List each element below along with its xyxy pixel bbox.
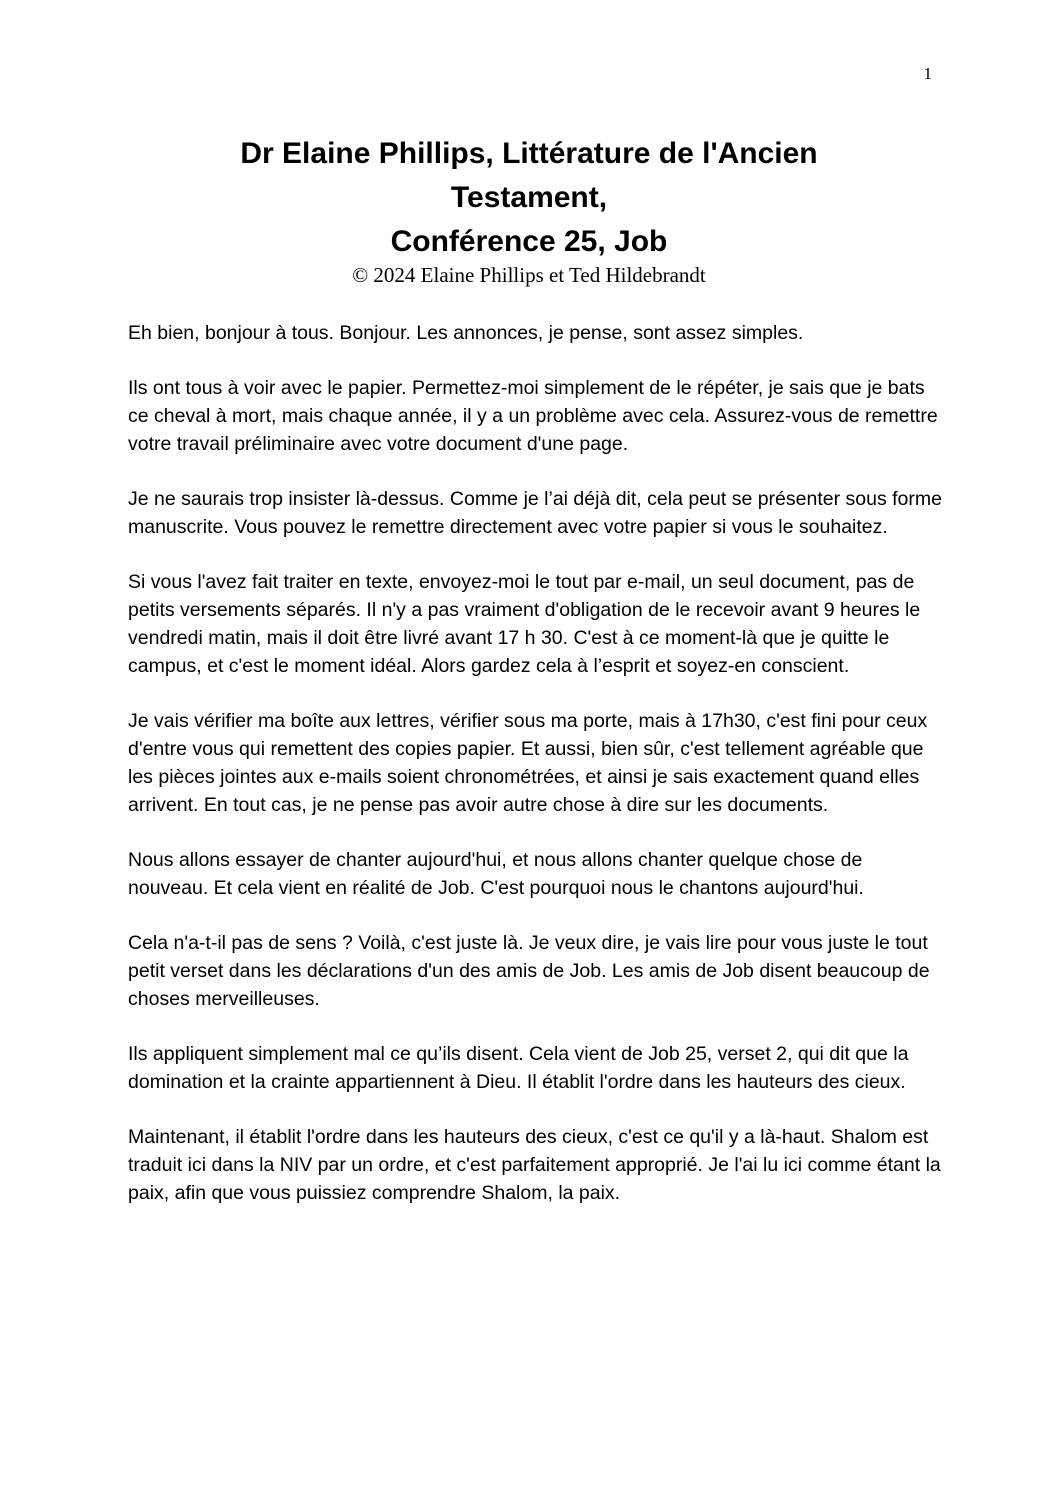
document-body [128, 319, 943, 1234]
title-line-2: Testament, [450, 181, 608, 214]
paragraph-1: Eh bien, bonjour à tous. Bonjour. Les annonces, je pense, sont assez simples. [128, 322, 804, 344]
title-line-3: Conférence 25, Job [390, 225, 668, 258]
title-line-1: Dr Elaine Phillips, Littérature de l'Ancien [240, 137, 818, 170]
copyright-notice: © 2024 Elaine Phillips et Ted Hildebrandt [352, 263, 706, 287]
paragraph-7: Cela n'a-t-il pas de sens ? Voilà, c'est juste là. Je veux dire, je vais lire pour vous juste le tout petit verset dans les déclarations d'un des amis de Job. Les amis de Job disent beaucoup de choses merveilleuses. [128, 932, 930, 1010]
paragraph-4: Si vous l'avez fait traiter en texte, envoyez-moi le tout par e-mail, un seul document, pas de petits versements séparés. Il n'y a pas vraiment d'obligation de le recevoir avant 9 heures le vendredi matin, mais il doit être livré avant 17 h 30. C'est à ce moment-là que je quitte le campus, et c'est le moment idéal. Alors gardez cela à l’esprit et soyez-en conscient. [128, 571, 921, 677]
page-number: 1 [923, 64, 932, 83]
paragraph-3: Je ne saurais trop insister là-dessus. Comme je l’ai déjà dit, cela peut se présenter sous forme manuscrite. Vous pouvez le remettre directement avec votre papier si vous le souhaitez. [128, 488, 942, 538]
document-header [0, 132, 1058, 288]
paragraph-2: Ils ont tous à voir avec le papier. Permettez-moi simplement de le répéter, je sais que je bats ce cheval à mort, mais chaque année, il y a un problème avec cela. Assurez-vous de remettre votre travail préliminaire avec votre document d'une page. [128, 377, 938, 455]
paragraph-8: Ils appliquent simplement mal ce qu’ils disent. Cela vient de Job 25, verset 2, qui dit que la domination et la crainte appartiennent à Dieu. Il établit l'ordre dans les hauteurs des cieux. [128, 1043, 909, 1093]
paragraph-5: Je vais vérifier ma boîte aux lettres, vérifier sous ma porte, mais à 17h30, c'est fini pour ceux d'entre vous qui remettent des copies papier. Et aussi, bien sûr, c'est tellement agréable que les pièces jointes aux e-mails soient chronométrées, et ainsi je sais exactement quand elles arrivent. En tout cas, je ne pense pas avoir autre chose à dire sur les documents. [128, 710, 928, 816]
paragraph-6: Nous allons essayer de chanter aujourd'hui, et nous allons chanter quelque chose de nouveau. Et cela vient en réalité de Job. C'est pourquoi nous le chantons aujourd'hui. [128, 849, 864, 899]
paragraph-9: Maintenant, il établit l'ordre dans les hauteurs des cieux, c'est ce qu'il y a là-haut. Shalom est traduit ici dans la NIV par un ordre, et c'est parfaitement approprié. Je l'ai lu ici comme étant la paix, afin que vous puissiez comprendre Shalom, la paix. [128, 1126, 941, 1204]
